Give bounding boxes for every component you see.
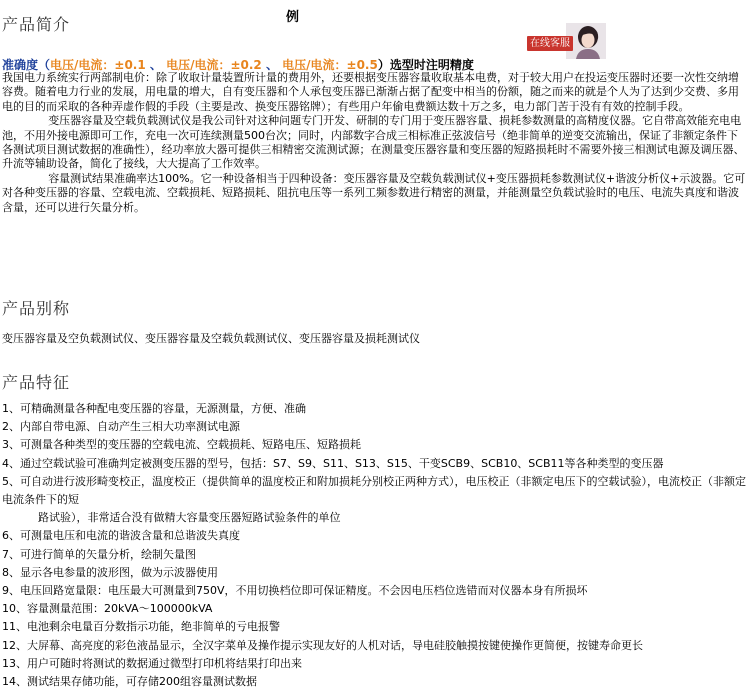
intro-paragraph: 容量测试结果准确率达100%。它一种设备相当于四种设备：变压器容量及空载负载测试仪+变压器损耗参数测试仪+谐波分析仪+示波器。它可对各种变压器的容量、空载电流、空载损耗、短路损耗、阻抗电压等一系列工频参数进行精密的测量，并能测量空负载试验时的电压、电流失真度和谐波含量，还可以进行矢量分析。 xyxy=(2,171,746,214)
accuracy-suffix: ）选型时注明精度 xyxy=(377,58,474,72)
feature-item xyxy=(2,473,747,528)
feature-item: 2、内部自带电源、自动产生三相大功率测试电源 xyxy=(2,420,240,434)
accuracy-value: 、 xyxy=(261,58,283,72)
intro-paragraphs xyxy=(2,71,747,215)
feature-item: 14、测试结果存储功能，可存储200组容量测试数据 xyxy=(2,675,257,689)
feature-item: 13、用户可随时将测试的数据通过微型打印机将结果打印出来 xyxy=(2,656,302,670)
aliases-section-title: 产品别称 xyxy=(2,299,71,318)
accuracy-prefix: 准确度（ xyxy=(2,58,51,72)
accuracy-values xyxy=(50,58,378,72)
aliases-text: 变压器容量及空负载测试仪、变压器容量及空载负载测试仪、变压器容量及损耗测试仪 xyxy=(2,332,420,345)
intro-paragraph: 我国电力系统实行两部制电价：除了收取计量装置所计量的费用外，还要根据变压器容量收取基本电费，对于较大用户在投运变压器时还要一次性交纳增容费。随着电力行业的发展，用电量的增大，自有变压器和个人承包变压器已渐渐占据了配变中相当的份额，随之而来的就是个人为了达到少交费、多用电的目的而采取的各种弄虚作假的手段（主要是改、换变压器铭牌）；有些用户年偷电费额达数十万之多，电力部门苦于没有有效的控制手段。 xyxy=(2,71,739,113)
intro-section-title: 产品简介 xyxy=(2,15,71,34)
feature-item: 6、可测量电压和电流的谐波含量和总谐波失真度 xyxy=(2,529,240,543)
feature-item: 7、可进行简单的矢量分析，绘制矢量图 xyxy=(2,547,196,561)
feature-item: 12、大屏幕、高亮度的彩色液晶显示，全汉字菜单及操作提示实现友好的人机对话，导电硅胶触摸按键使操作更简便，按键寿命更长 xyxy=(2,638,643,652)
accuracy-value: 、 xyxy=(145,58,167,72)
accuracy-value: 电压/电流：±0.2 xyxy=(166,58,262,72)
feature-item: 9、电压回路宽量限：电压最大可测量到750V，不用切换档位即可保证精度。不会因电压档位选错而对仪器本身有所损坏 xyxy=(2,584,588,598)
feature-item: 8、显示各电参量的波形图，做为示波器使用 xyxy=(2,565,218,579)
accuracy-value: 电压/电流：±0.1 xyxy=(50,58,146,72)
intro-paragraph: 变压器容量及空载负载测试仪是我公司针对这种问题专门开发、研制的专门用于变压器容量、损耗参数测量的高精度仪器。它自带高效能充电电池，不用外接电源即可工作，充电一次可连续测量500台次；同时，内部数字合成三相标准正弦波信号（绝非简单的逆变交流输出，保证了非额定条件下各测试项目测试数据的准确性），经功率放大器可提供三相精密交流测试源；在测量变压器容量和变压器的短路损耗时不需要外接三相测试电源及调压器、升流等辅助设备，简化了接线，大大提高了工作效率。 xyxy=(2,114,745,171)
online-service-badge[interactable]: 在线客服 xyxy=(527,36,573,51)
accuracy-value: 电压/电流：±0.5 xyxy=(282,58,378,72)
feature-item-continuation: 路试验），非常适合没有做精大容量变压器短路试验条件的单位 xyxy=(38,511,341,525)
features-list xyxy=(2,400,747,691)
feature-item: 10、容量测量范围：20kVA～100000kVA xyxy=(2,602,213,616)
feature-item: 4、通过空载试验可准确判定被测变压器的型号，包括：S7、S9、S11、S13、S15、干变SCB9、SCB10、SCB11等各种类型的变压器 xyxy=(2,456,664,470)
feature-item: 11、电池剩余电量百分数指示功能，绝非简单的亏电报警 xyxy=(2,620,280,634)
feature-item: 3、可测量各种类型的变压器的空载电流、空载损耗、短路电压、短路损耗 xyxy=(2,438,361,452)
feature-item-text: 5、可自动进行波形畸变校正，温度校正（提供简单的温度校正和附加损耗分别校正两种方式），电压校正（非额定电压下的空载试验），电流校正（非额定电流条件下的短 xyxy=(2,474,746,507)
features-section-title: 产品特征 xyxy=(2,373,71,392)
feature-item: 1、可精确测量各种配电变压器的容量，无源测量，方便、准确 xyxy=(2,402,306,415)
header-char: 例 xyxy=(286,10,300,25)
